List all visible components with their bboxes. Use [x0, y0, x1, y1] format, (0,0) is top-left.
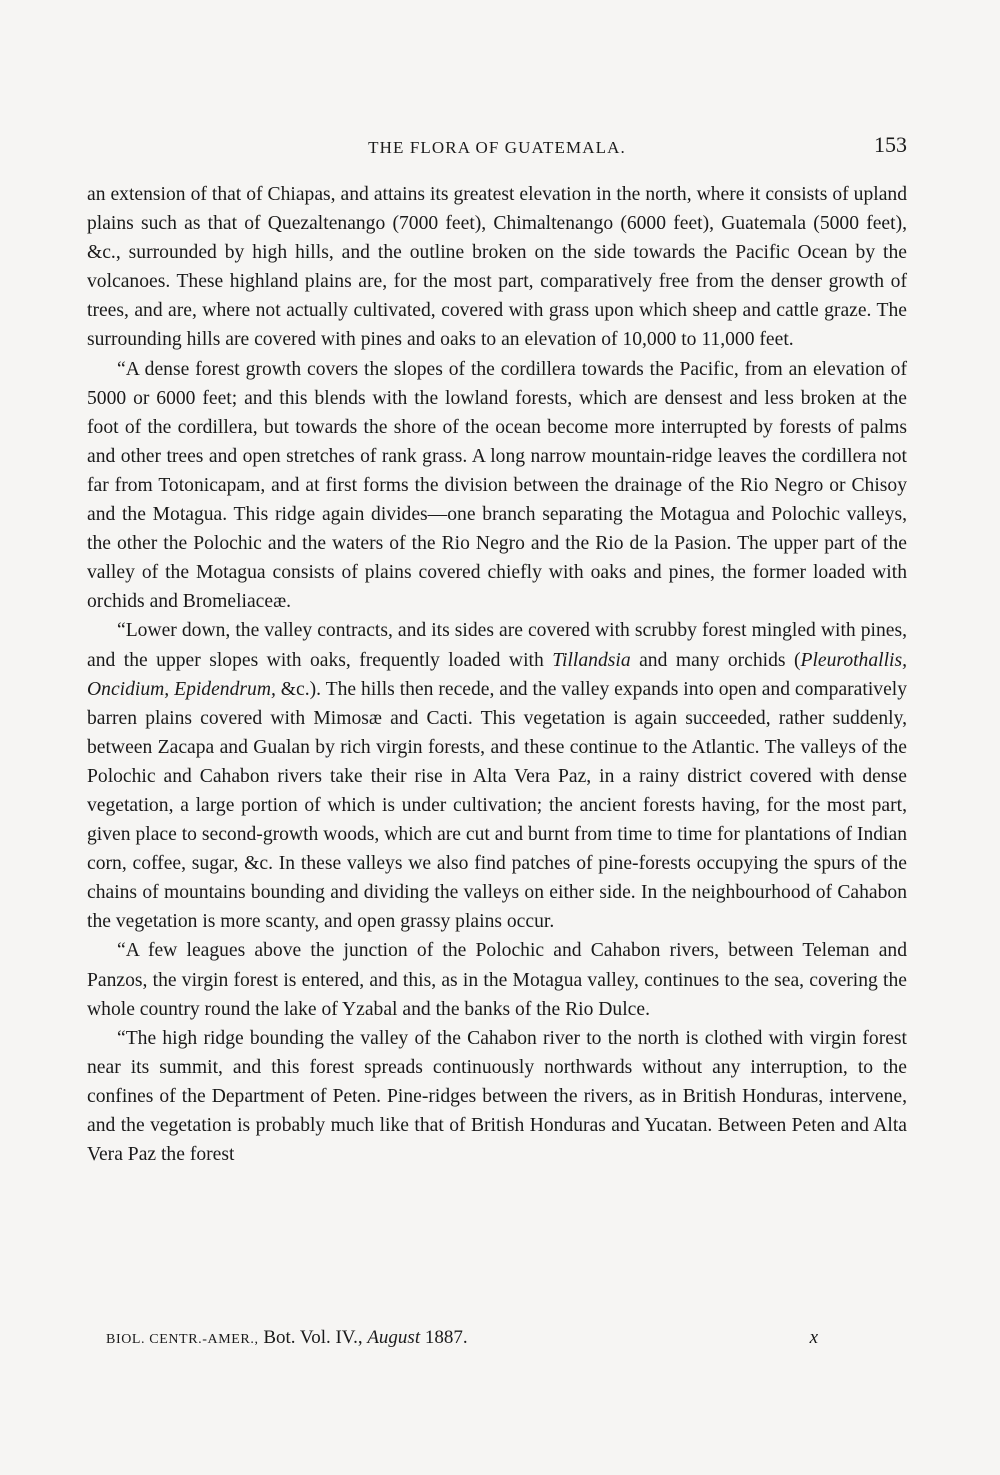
paragraph [87, 616, 907, 936]
italic-text: Tillandsia [552, 649, 631, 671]
italic-text: Pleurothallis, Oncidium, Epidendrum, [87, 649, 908, 700]
running-head [87, 132, 907, 162]
page-footer [106, 1325, 818, 1355]
paragraph [87, 1024, 907, 1169]
text-run: “A dense forest growth covers the slopes of the cordillera towards the Pacific, from an elevation of 5000 or 6000 feet; and this blends with the lowland forests, which are densest and less broken at the foot of the cordillera, but towards the shore of the ocean become more interrupted by forests of palms and other trees and open stretches of rank grass. A long narrow mountain-ridge leaves the cordillera not far from Totonicapam, and at first forms the division between the drainage of the Rio Negro or Chisoy and the Motagua. This ridge again divides—one branch separating the Motagua and Polochic valleys, the other the Polochic and the waters of the Rio Negro and the Rio de la Pasion. The upper part of the valley of the Motagua consists of plains covered chiefly with oaks and pines, the former loaded with orchids and Bromeliaceæ. [87, 358, 907, 613]
text-run: and many orchids ( [630, 649, 801, 671]
paragraph [87, 180, 907, 355]
text-run: &c.). The hills then recede, and the valley expands into open and comparatively barren plains covered with Mimosæ and Cacti. This vegetation is again succeeded, rather suddenly, between Zacapa and Gualan by rich virgin forests, and these continue to the Atlantic. The valleys of the Polochic and Cahabon rivers take their rise in Alta Vera Paz, in a rainy district covered with dense vegetation, a large portion of which is under cultivation; the ancient forests having, for the most part, given place to second-growth woods, which are cut and burnt from time to time for plantations of Indian corn, coffee, sugar, &c. In these valleys we also find patches of pine-forests occupying the spurs of the chains of mountains bounding and dividing the valleys on either side. In the neighbourhood of Cahabon the vegetation is more scanty, and open grassy plains occur. [87, 678, 908, 933]
footer-volume: Bot. Vol. IV., [263, 1327, 363, 1348]
paragraph [87, 355, 907, 617]
footer-date: August [367, 1327, 421, 1348]
paragraph [87, 936, 907, 1023]
page-number: 153 [874, 132, 907, 157]
footer-imprint [106, 1327, 468, 1349]
footer-year: 1887. [424, 1327, 468, 1348]
text-run: an extension of that of Chiapas, and attains its greatest elevation in the north, where it consists of upland plains such as that of Quezaltenango (7000 feet), Chimaltenango (6000 feet), Guatemala (5000 feet), &c., surrounded by high hills, and the outline broken on the side towards the Pacific Ocean by the volcanoes. These highland plains are, for the most part, comparatively free from the denser growth of trees, and are, where not actually cultivated, covered with grass upon which sheep and cattle graze. The surrounding hills are covered with pines and oaks to an elevation of 10,000 to 11,000 feet. [87, 184, 907, 351]
text-run: “The high ridge bounding the valley of the Cahabon river to the north is clothed with virgin forest near its summit, and this forest spreads continuously northwards without any interruption, to the confines of the Department of Peten. Pine-ridges between the rivers, as in British Honduras, intervene, and the vegetation is probably much like that of British Honduras and Yucatan. Between Peten and Alta Vera Paz the forest [87, 1027, 907, 1166]
text-run: “Lower down, the valley contracts, and its sides are covered with scrubby forest mingled with pines, and the upper slopes with oaks, frequently loaded with [87, 620, 907, 671]
running-title: THE FLORA OF GUATEMALA. [368, 138, 626, 157]
body-text [87, 180, 907, 1169]
text-run: “A few leagues above the junction of the Polochic and Cahabon rivers, between Teleman and Panzos, the virgin forest is entered, and this, as in the Motagua valley, continues to the sea, covering the whole country round the lake of Yzabal and the banks of the Rio Dulce. [87, 940, 907, 1020]
footer-series: BIOL. CENTR.-AMER., [106, 1332, 259, 1347]
footer-signature: x [809, 1327, 818, 1348]
